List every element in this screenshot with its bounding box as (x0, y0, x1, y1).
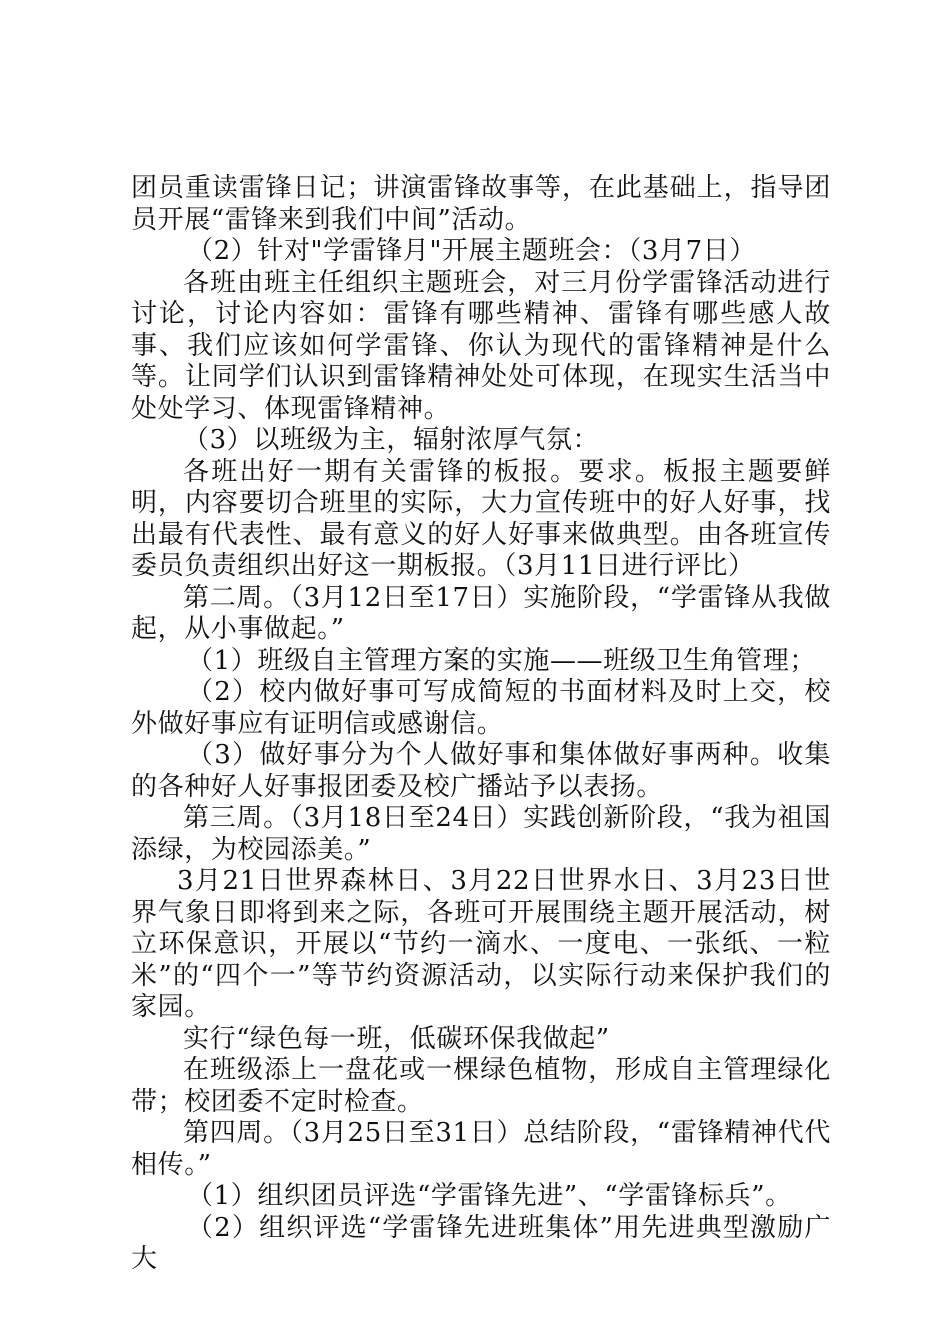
document-body (131, 173, 831, 1276)
paragraph: 第四周。（3月25日至31日）总结阶段，“雷锋精神代代相传。” (131, 1118, 831, 1180)
paragraph: （3）以班级为主，辐射浓厚气氛： (183, 425, 600, 455)
paragraph: 团员重读雷锋日记；讲演雷锋故事等，在此基础上，指导团员开展“雷锋来到我们中间”活动。 (131, 173, 831, 235)
paragraph: （2）针对"学雷锋月"开展主题班会：（3月7日） (187, 236, 756, 266)
paragraph: 在班级添上一盘花或一棵绿色植物，形成自主管理绿化带；校团委不定时检查。 (131, 1055, 831, 1117)
paragraph: 实行“绿色每一班，低碳环保我做起” (183, 1023, 610, 1054)
paragraph: （3）做好事分为个人做好事和集体做好事两种。收集的各种好人好事报团委及校广播站予以表扬。 (131, 740, 831, 802)
paragraph: 各班出好一期有关雷锋的板报。要求。板报主题要鲜明，内容要切合班里的实际，大力宣传班中的好人好事，找出最有代表性、最有意义的好人好事来做典型。由各班宣传委员负责组织出好这一期板报。（3月11日进行评比） (131, 456, 831, 581)
paragraph: 3月21日世界森林日、3月22日世界水日、3月23日世界气象日即将到来之际，各班可开展围绕主题开展活动，树立环保意识，开展以“节约一滴水、一度电、一张纸、一粒米”的“四个一”等节约资源活动，以实际行动来保护我们的家园。 (131, 866, 831, 1022)
paragraph: （1）组织团员评选“学雷锋先进”、“学雷锋标兵”。 (187, 1181, 792, 1211)
paragraph: 各班由班主任组织主题班会，对三月份学雷锋活动进行讨论，讨论内容如：雷锋有哪些精神、雷锋有哪些感人故事、我们应该如何学雷锋、你认为现代的雷锋精神是什么等。让同学们认识到雷锋精神处处可体现，在现实生活当中处处学习、体现雷锋精神。 (131, 267, 831, 424)
paragraph: 第二周。（3月12日至17日）实施阶段，“学雷锋从我做起，从小事做起。” (131, 582, 831, 644)
paragraph: （1）班级自主管理方案的实施——班级卫生角管理； (187, 645, 816, 676)
paragraph: （2）组织评选“学雷锋先进班集体”用先进典型激励广大 (131, 1212, 831, 1274)
paragraph: （2）校内做好事可写成简短的书面材料及时上交，校外做好事应有证明信或感谢信。 (131, 677, 831, 739)
paragraph: 第三周。（3月18日至24日）实践创新阶段，“我为祖国添绿，为校园添美。” (131, 803, 831, 865)
